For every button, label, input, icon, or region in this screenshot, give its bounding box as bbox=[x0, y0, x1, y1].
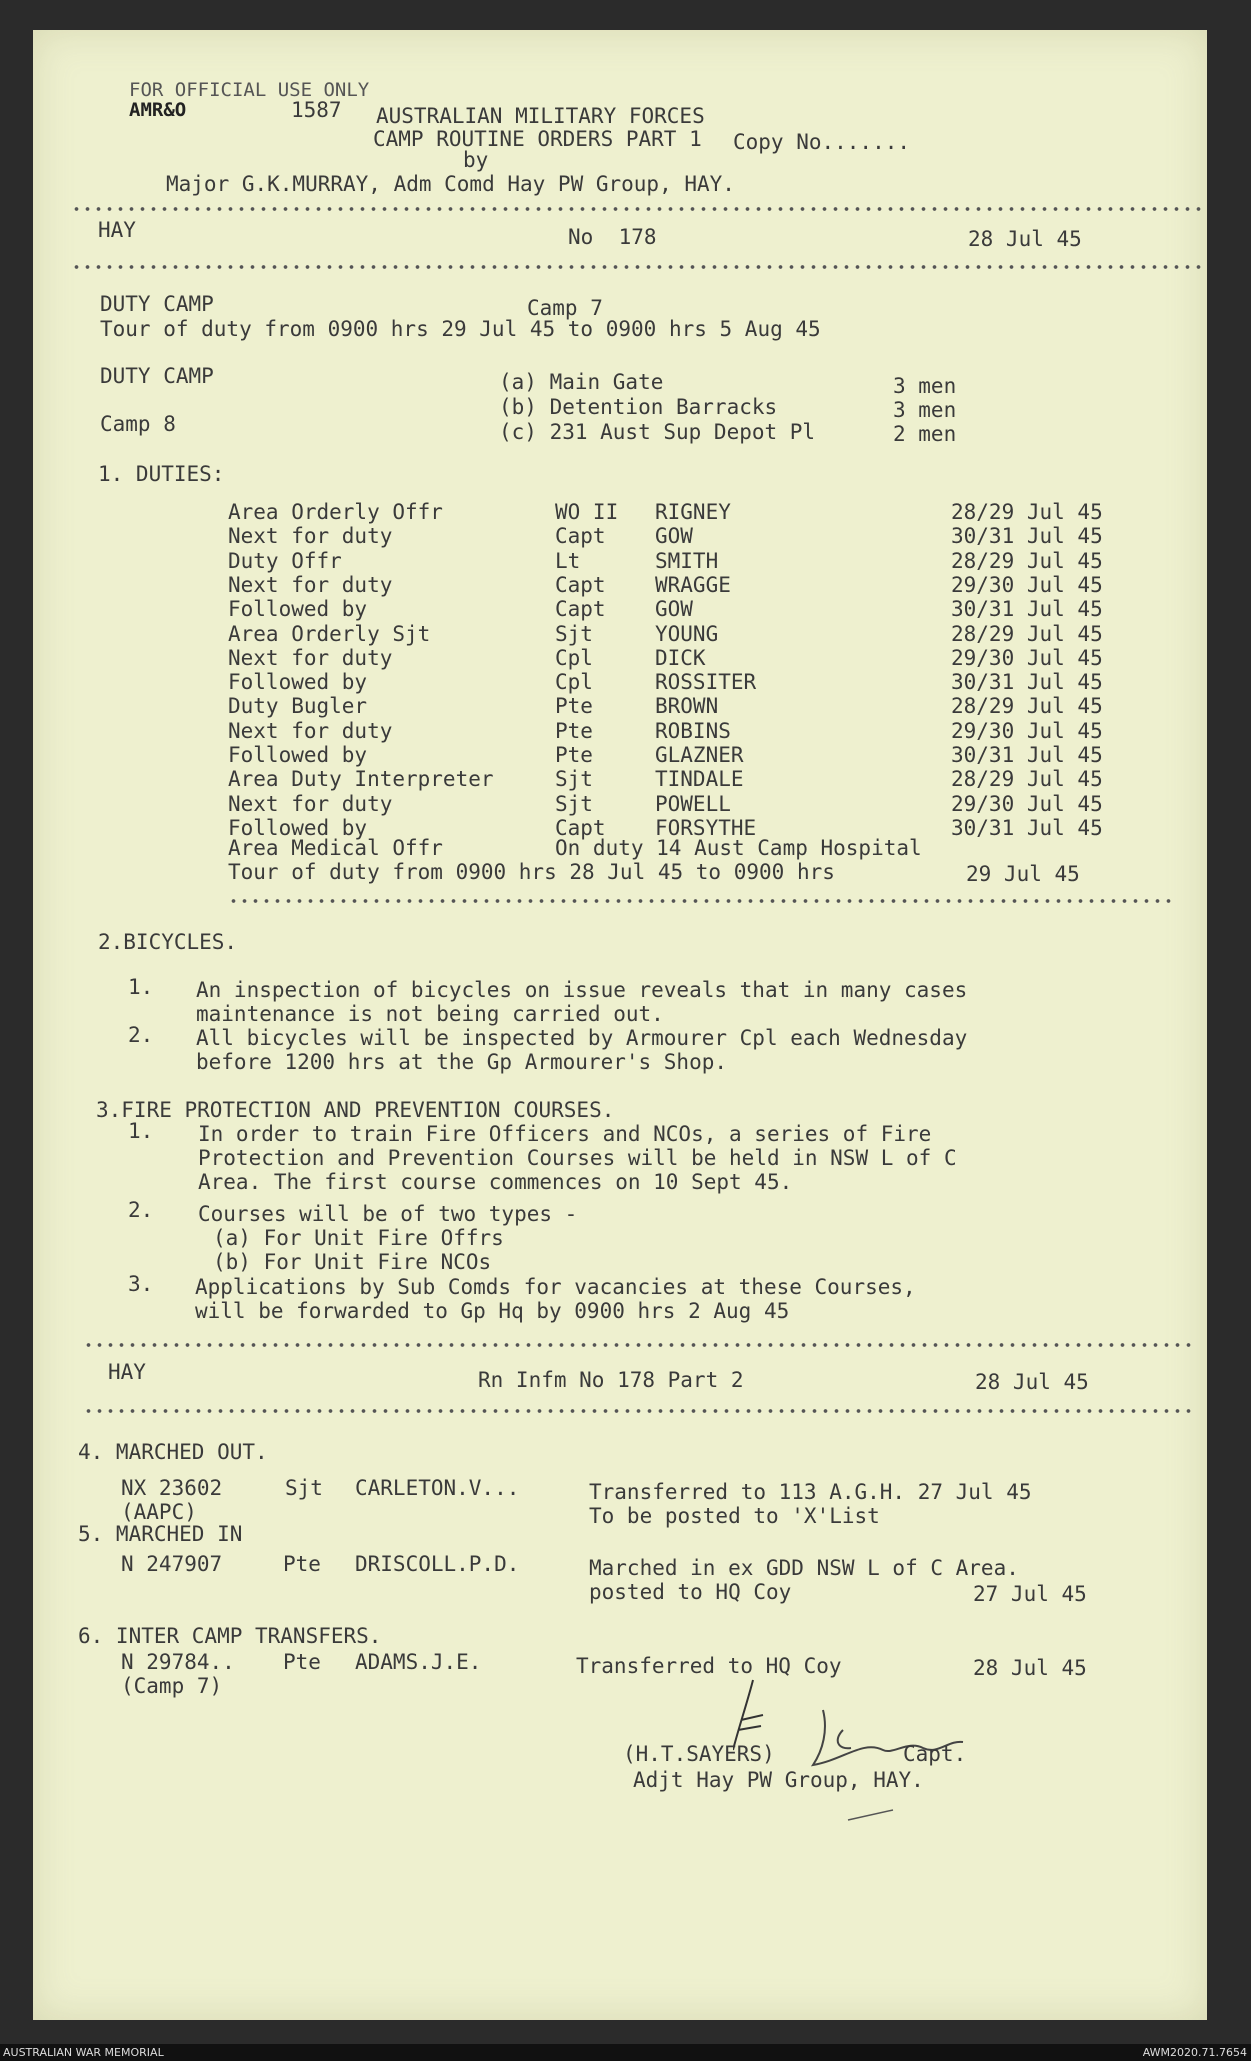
duty-rank: Lt bbox=[555, 548, 581, 573]
guard-post: (c) 231 Aust Sup Depot Pl bbox=[499, 420, 816, 444]
duty-name: WRAGGE bbox=[655, 572, 731, 597]
duty-name: DICK bbox=[655, 645, 706, 670]
paragraph-number: 2. bbox=[128, 1198, 154, 1222]
service-number: NX 23602 bbox=[121, 1476, 223, 1500]
medical-officer-tour: Tour of duty from 0900 hrs 28 Jul 45 to 0900 hrs bbox=[228, 860, 835, 884]
duty-role: Duty Bugler bbox=[228, 694, 368, 719]
duty-role: Area Orderly Offr bbox=[228, 500, 443, 524]
duty-date: 30/31 Jul 45 bbox=[951, 524, 1103, 549]
guard-post: (b) Detention Barracks bbox=[499, 395, 778, 419]
service-number: N 29784.. bbox=[121, 1650, 235, 1674]
duty-name: FORSYTHE bbox=[655, 815, 757, 840]
transfer-date: 28 Jul 45 bbox=[973, 1656, 1087, 1680]
medical-officer-date: 29 Jul 45 bbox=[966, 862, 1080, 886]
section-heading-bicycles: 2.BICYCLES. bbox=[98, 930, 238, 954]
duty-rank: WO II bbox=[555, 500, 619, 524]
duty-name: GOW bbox=[655, 597, 693, 622]
dotted-rule bbox=[83, 1342, 1193, 1348]
duty-date: 29/30 Jul 45 bbox=[951, 572, 1103, 597]
section-heading-duties: 1. DUTIES: bbox=[98, 462, 225, 486]
section-heading-marched-out: 4. MARCHED OUT. bbox=[78, 1440, 268, 1464]
duty-camp-number-2: Camp 8 bbox=[100, 412, 176, 436]
guard-men: 3 men bbox=[893, 398, 957, 422]
part2-place: HAY bbox=[108, 1360, 146, 1384]
section-heading-transfers: 6. INTER CAMP TRANSFERS. bbox=[78, 1624, 382, 1648]
duty-role: Followed by bbox=[228, 597, 368, 622]
soldier-name: DRISCOLL.P.D. bbox=[355, 1552, 520, 1576]
marched-out-detail-1: Transferred to 113 A.G.H. 27 Jul 45 bbox=[589, 1480, 1032, 1504]
bicycles-para-2-line-1: All bicycles will be inspected by Armourer Cpl each Wednesday bbox=[196, 1026, 968, 1050]
paragraph-number: 3. bbox=[128, 1272, 154, 1296]
duty-date: 28/29 Jul 45 bbox=[951, 621, 1103, 646]
transfer-detail: Transferred to HQ Coy bbox=[576, 1654, 842, 1678]
paragraph-number: 2. bbox=[128, 1023, 154, 1047]
duty-name: SMITH bbox=[655, 548, 719, 573]
section-heading-fire: 3.FIRE PROTECTION AND PREVENTION COURSES. bbox=[96, 1098, 615, 1122]
soldier-rank: Pte bbox=[283, 1650, 321, 1674]
soldier-rank: Pte bbox=[283, 1552, 321, 1576]
signatory-title: Adjt Hay PW Group, HAY. bbox=[633, 1768, 924, 1792]
document-page bbox=[33, 30, 1207, 2020]
duty-rank: Pte bbox=[555, 743, 593, 767]
duty-role: Next for duty bbox=[228, 791, 393, 816]
duty-date: 30/31 Jul 45 bbox=[951, 597, 1103, 622]
fire-para-1-line-3: Area. The first course commences on 10 Sept 45. bbox=[198, 1170, 793, 1194]
duty-date: 28/29 Jul 45 bbox=[951, 500, 1103, 524]
duty-name: RIGNEY bbox=[655, 500, 731, 524]
duty-rank: Capt bbox=[555, 815, 606, 840]
dotted-rule bbox=[83, 1408, 1193, 1414]
duty-name: TINDALE bbox=[655, 767, 744, 792]
service-number: N 247907 bbox=[121, 1552, 223, 1576]
duty-role: Next for duty bbox=[228, 645, 393, 670]
duty-role: Next for duty bbox=[228, 572, 393, 597]
by-line: by bbox=[463, 148, 489, 172]
handwritten-signature bbox=[733, 1670, 1033, 1830]
duty-date: 28/29 Jul 45 bbox=[951, 694, 1103, 719]
duty-role: Next for duty bbox=[228, 524, 393, 549]
fire-para-3-line-2: will be forwarded to Gp Hq by 0900 hrs 2 Aug 45 bbox=[195, 1299, 790, 1323]
guard-men: 3 men bbox=[893, 374, 957, 398]
duty-name: YOUNG bbox=[655, 621, 719, 646]
duty-date: 29/30 Jul 45 bbox=[951, 645, 1103, 670]
soldier-name: CARLETON.V... bbox=[355, 1476, 520, 1500]
section-heading-marched-in: 5. MARCHED IN bbox=[78, 1522, 243, 1546]
reference-mark: AMR&O bbox=[129, 99, 187, 121]
paragraph-number: 1. bbox=[128, 975, 154, 999]
marched-in-detail-1: Marched in ex GDD NSW L of C Area. bbox=[589, 1556, 1019, 1580]
duty-rank: Sjt bbox=[555, 621, 593, 646]
duty-role: Area Duty Interpreter bbox=[228, 767, 494, 792]
fire-para-1-line-2: Protection and Prevention Courses will be held in NSW L of C bbox=[198, 1146, 957, 1170]
part2-title: Rn Infm No 178 Part 2 bbox=[478, 1368, 744, 1392]
signatory-name: (H.T.SAYERS) bbox=[623, 1742, 775, 1766]
fire-course-type-b: (b) For Unit Fire NCOs bbox=[213, 1250, 492, 1274]
part2-date: 28 Jul 45 bbox=[975, 1370, 1089, 1394]
duty-role: Followed by bbox=[228, 743, 368, 767]
soldier-name: ADAMS.J.E. bbox=[355, 1650, 482, 1674]
duty-role: Duty Offr bbox=[228, 548, 342, 573]
duty-role: Followed by bbox=[228, 670, 368, 695]
order-date: 28 Jul 45 bbox=[968, 227, 1082, 251]
duty-name: ROSSITER bbox=[655, 670, 757, 695]
order-number: No 178 bbox=[568, 225, 657, 249]
duty-role: Area Orderly Sjt bbox=[228, 621, 431, 646]
duty-rank: Cpl bbox=[555, 645, 593, 670]
guard-post: (a) Main Gate bbox=[499, 370, 664, 394]
marched-out-detail-2: To be posted to 'X'List bbox=[589, 1504, 880, 1528]
archive-footer bbox=[0, 2044, 1251, 2061]
fire-para-3-line-1: Applications by Sub Comds for vacancies at these Courses, bbox=[195, 1275, 916, 1299]
bicycles-para-2-line-2: before 1200 hrs at the Gp Armourer's Shop. bbox=[196, 1050, 728, 1074]
archive-name: AUSTRALIAN WAR MEMORIAL bbox=[3, 2046, 164, 2059]
duty-date: 30/31 Jul 45 bbox=[951, 670, 1103, 695]
dotted-rule bbox=[228, 898, 1173, 904]
duty-name: GLAZNER bbox=[655, 743, 744, 767]
medical-officer-duty: On duty 14 Aust Camp Hospital bbox=[555, 836, 922, 860]
fire-para-1-line-1: In order to train Fire Officers and NCOs, a series of Fire bbox=[198, 1122, 932, 1146]
duty-date: 28/29 Jul 45 bbox=[951, 548, 1103, 573]
fire-para-2-line-1: Courses will be of two types - bbox=[198, 1202, 578, 1226]
issuer-line: Major G.K.MURRAY, Adm Comd Hay PW Group, HAY. bbox=[166, 172, 735, 196]
duty-rank: Cpl bbox=[555, 670, 593, 695]
soldier-rank: Sjt bbox=[285, 1476, 323, 1500]
marched-in-detail-2: posted to HQ Coy bbox=[589, 1580, 792, 1604]
duty-date: 29/30 Jul 45 bbox=[951, 718, 1103, 743]
duty-rank: Capt bbox=[555, 597, 606, 622]
dotted-rule bbox=[71, 206, 1201, 212]
document-title: AUSTRALIAN MILITARY FORCES bbox=[376, 104, 705, 128]
copy-number: Copy No....... bbox=[733, 130, 911, 154]
duty-rank: Pte bbox=[555, 694, 593, 719]
soldier-unit: (AAPC) bbox=[121, 1500, 197, 1524]
header-place: HAY bbox=[98, 218, 136, 242]
marched-in-date: 27 Jul 45 bbox=[973, 1582, 1087, 1606]
duty-name: POWELL bbox=[655, 791, 731, 816]
duty-rank: Sjt bbox=[555, 791, 593, 816]
signatory-rank: Capt. bbox=[903, 1742, 967, 1766]
duty-camp-label: DUTY CAMP bbox=[100, 292, 214, 316]
duty-camp-label-2: DUTY CAMP bbox=[100, 364, 214, 388]
guard-men: 2 men bbox=[893, 422, 957, 446]
duty-date: 28/29 Jul 45 bbox=[951, 767, 1103, 792]
bicycles-para-1-line-2: maintenance is not being carried out. bbox=[196, 1002, 664, 1026]
archive-reference: AWM2020.71.7654 bbox=[1142, 2046, 1247, 2059]
medical-officer-role: Area Medical Offr bbox=[228, 836, 443, 860]
duty-name: ROBINS bbox=[655, 718, 731, 743]
duty-rank: Sjt bbox=[555, 767, 593, 792]
duty-rank: Capt bbox=[555, 572, 606, 597]
duty-camp-number: Camp 7 bbox=[527, 296, 603, 320]
duty-role: Next for duty bbox=[228, 718, 393, 743]
duty-camp-tour: Tour of duty from 0900 hrs 29 Jul 45 to 0900 hrs 5 Aug 45 bbox=[100, 317, 821, 341]
dotted-rule bbox=[71, 264, 1201, 270]
classification-stamp: FOR OFFICIAL USE ONLY bbox=[129, 79, 370, 101]
bicycles-para-1-line-1: An inspection of bicycles on issue reveals that in many cases bbox=[196, 978, 968, 1002]
duty-role: Followed by bbox=[228, 815, 368, 840]
fire-course-type-a: (a) For Unit Fire Offrs bbox=[213, 1226, 504, 1250]
duty-date: 30/31 Jul 45 bbox=[951, 743, 1103, 767]
reference-number: 1587 bbox=[291, 98, 342, 122]
duty-name: GOW bbox=[655, 524, 693, 549]
duty-rank: Pte bbox=[555, 718, 593, 743]
paragraph-number: 1. bbox=[128, 1119, 154, 1143]
soldier-camp: (Camp 7) bbox=[121, 1674, 223, 1698]
document-subtitle: CAMP ROUTINE ORDERS PART 1 bbox=[373, 127, 702, 151]
duty-rank: Capt bbox=[555, 524, 606, 549]
duty-date: 29/30 Jul 45 bbox=[951, 791, 1103, 816]
duty-date: 30/31 Jul 45 bbox=[951, 815, 1103, 840]
duty-name: BROWN bbox=[655, 694, 719, 719]
